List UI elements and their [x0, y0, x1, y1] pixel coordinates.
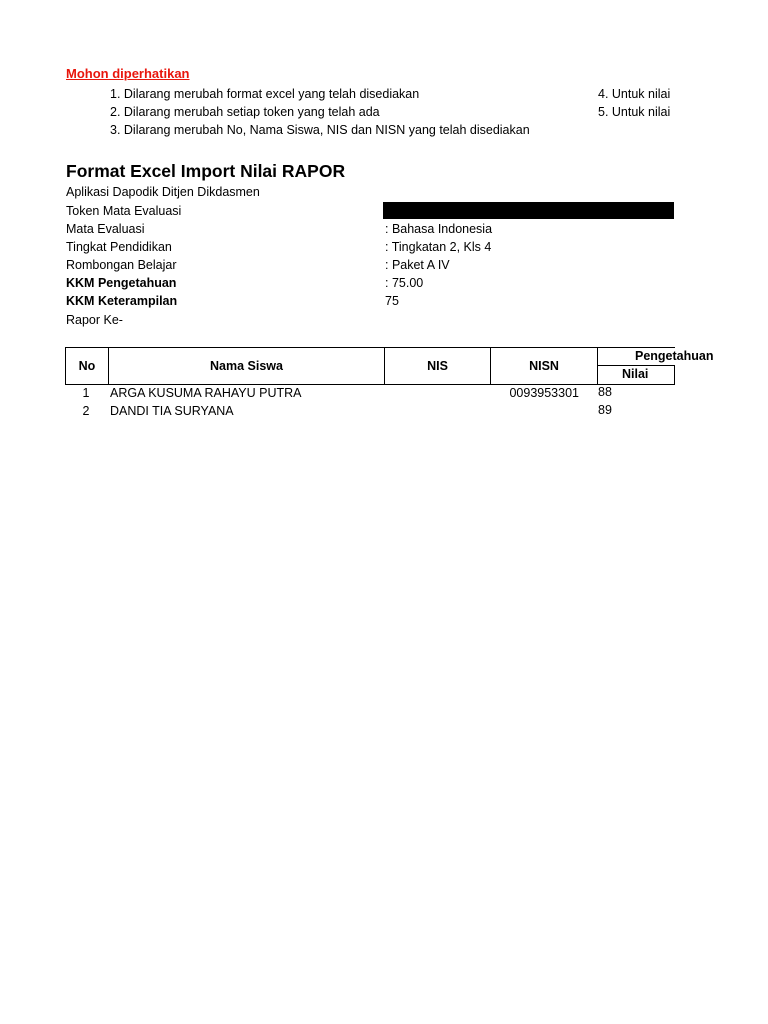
kkm-pengetahuan-value: : 75.00 [385, 276, 424, 290]
tingkat-value: : Tingkatan 2, Kls 4 [385, 240, 492, 254]
row-1-nama: ARGA KUSUMA RAHAYU PUTRA [110, 386, 302, 400]
kkm-pengetahuan-label: KKM Pengetahuan [66, 276, 177, 290]
row-1-nisn: 0093953301 [509, 386, 579, 400]
header-nisn: NISN [491, 348, 598, 385]
rule-item: 1. Dilarang merubah format excel yang telah disediakan [110, 87, 420, 101]
notice-title: Mohon diperhatikan [66, 66, 190, 81]
header-pengetahuan-label: Pengetahuan [635, 349, 714, 363]
kkm-keterampilan-value: 75 [385, 294, 399, 308]
rombel-value: : Paket A IV [385, 258, 450, 272]
header-nis: NIS [385, 348, 491, 385]
rule-item: 2. Dilarang merubah setiap token yang telah ada [110, 105, 380, 119]
header-nama-siswa: Nama Siswa [109, 348, 385, 385]
row-2-nama: DANDI TIA SURYANA [110, 404, 234, 418]
rapor-ke-label: Rapor Ke- [66, 313, 123, 327]
mata-evaluasi-label: Mata Evaluasi [66, 222, 145, 236]
kkm-keterampilan-label: KKM Keterampilan [66, 294, 178, 308]
row-2-no: 2 [82, 404, 90, 418]
rule-item: 4. Untuk nilai [598, 87, 671, 101]
header-nilai [597, 365, 675, 385]
tingkat-label: Tingkat Pendidikan [66, 240, 172, 254]
row-2-nilai: 89 [598, 403, 612, 417]
header-no: No [66, 348, 109, 385]
rule-item: 5. Untuk nilai [598, 105, 671, 119]
rule-item: 3. Dilarang merubah No, Nama Siswa, NIS dan NISN yang telah disediakan [110, 123, 530, 137]
rombel-label: Rombongan Belajar [66, 258, 177, 272]
page-title: Format Excel Import Nilai RAPOR [66, 161, 346, 181]
token-label: Token Mata Evaluasi [66, 204, 182, 218]
header-nilai-label: Nilai [622, 367, 649, 381]
header-pengetahuan [597, 347, 714, 366]
row-1-nilai: 88 [598, 385, 612, 399]
page-subtitle: Aplikasi Dapodik Ditjen Dikdasmen [66, 185, 260, 199]
grade-table-header [65, 347, 598, 385]
mata-evaluasi-value: : Bahasa Indonesia [385, 222, 493, 236]
row-1-no: 1 [82, 386, 90, 400]
token-redacted-bar [383, 202, 674, 219]
